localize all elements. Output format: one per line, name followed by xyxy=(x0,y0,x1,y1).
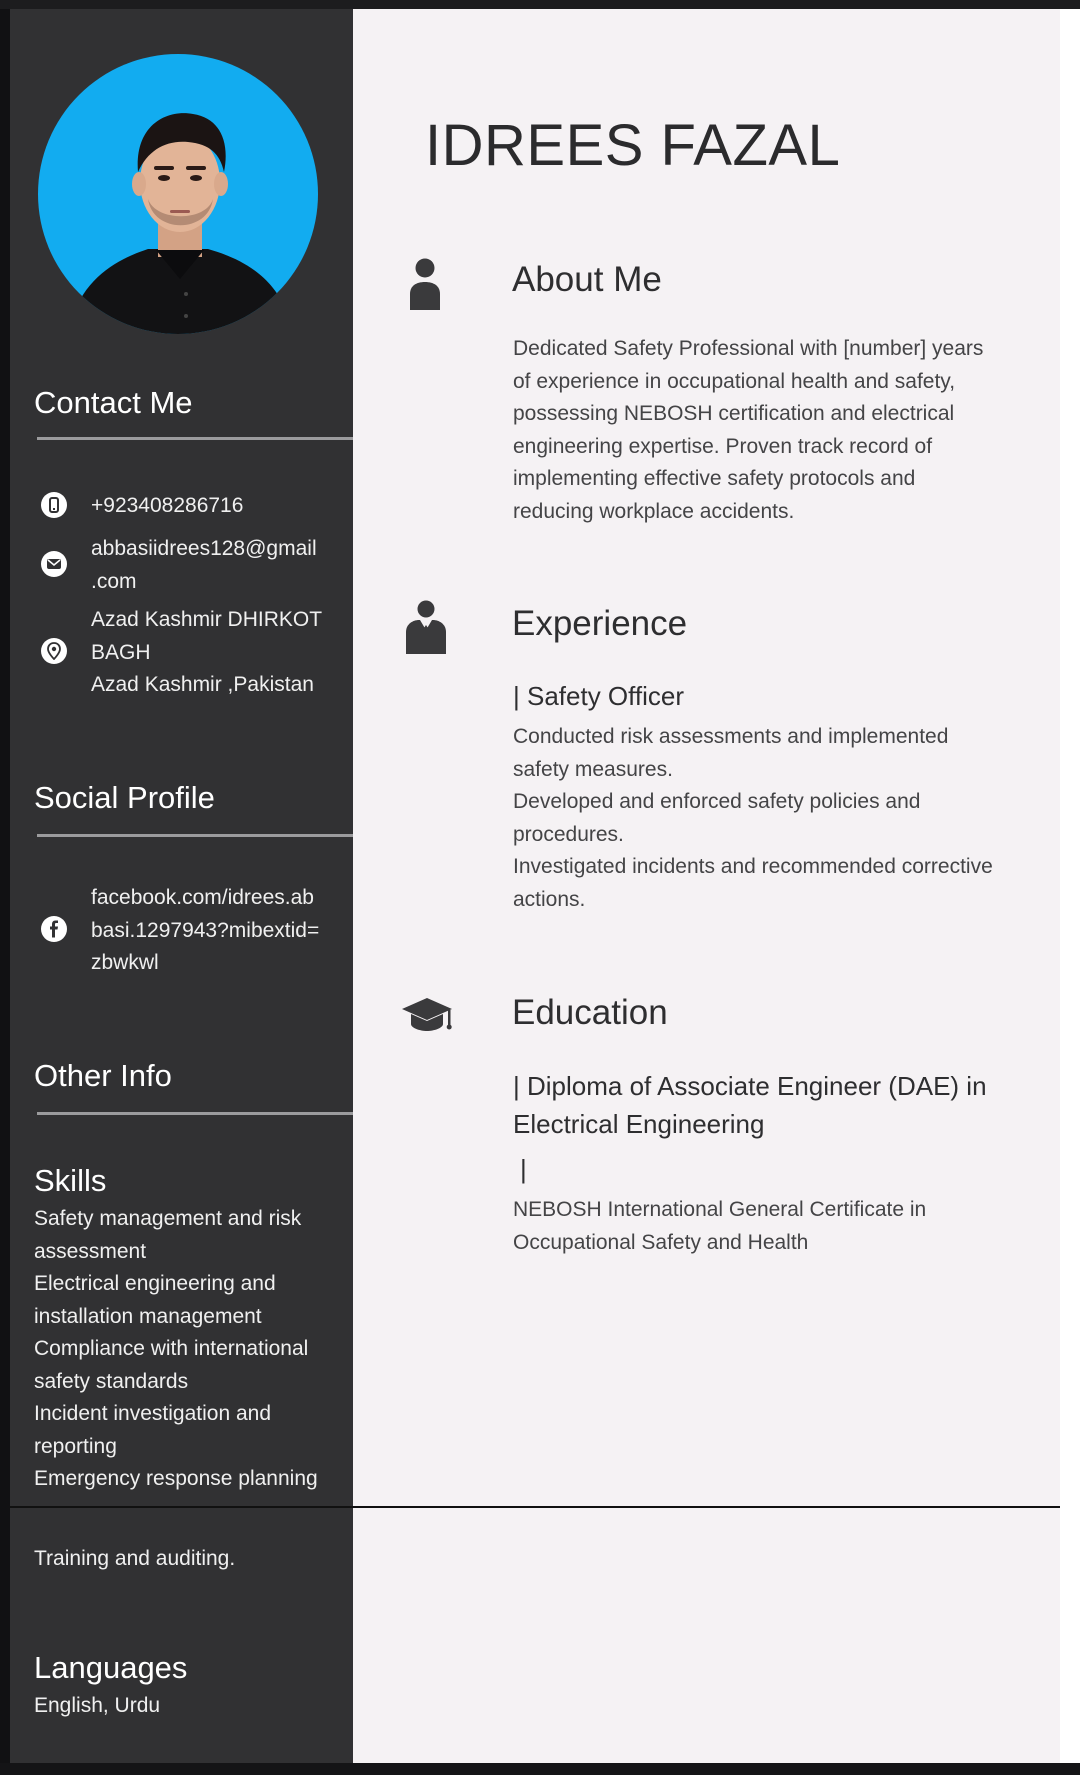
address-line-3: Azad Kashmir ,Pakistan xyxy=(91,673,314,696)
other-info-heading: Other Info xyxy=(34,1058,172,1093)
person-portrait-icon xyxy=(38,54,318,334)
degree-line-2: Electrical Engineering xyxy=(513,1109,765,1139)
address xyxy=(91,604,322,702)
degree-line-1: Diploma of Associate Engineer (DAE) in xyxy=(527,1071,987,1101)
facebook-line-3: zbwkwl xyxy=(91,951,159,974)
education-heading: Education xyxy=(512,993,668,1032)
facebook-line-1: facebook.com/idrees.ab xyxy=(91,886,314,909)
address-line-1: Azad Kashmir DHIRKOT xyxy=(91,608,323,631)
email-icon xyxy=(41,551,67,577)
title-bar-mark: | xyxy=(513,1071,520,1101)
experience-line: actions. xyxy=(513,887,586,911)
facebook-link[interactable] xyxy=(91,882,319,980)
skill-line: Safety management and risk xyxy=(34,1207,302,1230)
education-second-bar: | xyxy=(520,1154,527,1184)
contact-heading: Contact Me xyxy=(34,385,193,420)
skill-line: Electrical engineering and xyxy=(34,1272,276,1295)
experience-title xyxy=(513,677,684,715)
experience-line: Investigated incidents and recommended corrective xyxy=(513,855,993,878)
email-address xyxy=(91,533,317,598)
experience-line: procedures. xyxy=(513,822,624,846)
businessman-icon xyxy=(405,600,447,659)
skill-line: assessment xyxy=(34,1239,147,1263)
skill-extra: Training and auditing. xyxy=(34,1547,236,1570)
contact-divider xyxy=(37,437,353,440)
right-edge xyxy=(1060,9,1080,1763)
page-break-line xyxy=(10,1506,1060,1508)
social-heading: Social Profile xyxy=(34,780,215,815)
facebook-icon xyxy=(41,916,67,942)
address-line-2: BAGH xyxy=(91,640,151,664)
skill-line: Emergency response planning xyxy=(34,1467,318,1490)
skill-line: installation management xyxy=(34,1304,262,1328)
about-line: of experience in occupational health and safety, xyxy=(513,369,956,393)
skill-line: reporting xyxy=(34,1434,117,1458)
experience-line: Developed and enforced safety policies and xyxy=(513,790,921,813)
languages-value: English, Urdu xyxy=(34,1694,161,1717)
languages-heading: Languages xyxy=(34,1650,188,1685)
resume-name: IDREES FAZAL xyxy=(425,113,841,178)
education-title xyxy=(513,1067,987,1143)
about-line: implementing effective safety protocols and xyxy=(513,467,916,490)
skills-list xyxy=(34,1203,318,1496)
skill-line: safety standards xyxy=(34,1369,189,1393)
experience-details xyxy=(513,721,993,916)
skill-line: Incident investigation and xyxy=(34,1402,271,1425)
facebook-line-2: basi.1297943?mibextid= xyxy=(91,918,320,942)
person-icon xyxy=(408,258,442,315)
certificate-text xyxy=(513,1194,926,1259)
bottom-bar xyxy=(0,1763,1080,1775)
location-pin-icon xyxy=(41,638,67,664)
phone-number: +923408286716 xyxy=(91,494,244,517)
experience-heading: Experience xyxy=(512,604,688,643)
certificate-line: Occupational Safety and Health xyxy=(513,1230,809,1254)
email-line-1: abbasiidrees128@gmail xyxy=(91,537,317,560)
title-bar-mark: | xyxy=(513,681,520,711)
skill-line: Compliance with international xyxy=(34,1337,309,1360)
about-line: Dedicated Safety Professional with [number] years xyxy=(513,337,984,360)
social-divider xyxy=(37,834,353,837)
about-heading: About Me xyxy=(512,260,662,299)
about-text xyxy=(513,333,983,528)
other-info-divider xyxy=(37,1112,353,1115)
graduation-cap-icon xyxy=(400,996,454,1039)
skills-heading: Skills xyxy=(34,1163,107,1198)
profile-photo xyxy=(38,54,318,334)
job-title-text: Safety Officer xyxy=(527,681,685,711)
phone-icon xyxy=(41,492,67,518)
certificate-line: NEBOSH International General Certificate in xyxy=(513,1198,927,1221)
experience-line: Conducted risk assessments and implemented xyxy=(513,725,949,748)
email-line-2: .com xyxy=(91,569,137,593)
about-line: possessing NEBOSH certification and electrical xyxy=(513,402,955,425)
about-line: reducing workplace accidents. xyxy=(513,499,795,523)
about-line: engineering expertise. Proven track record of xyxy=(513,434,933,458)
top-bar xyxy=(0,0,1080,9)
left-edge xyxy=(0,9,10,1763)
experience-line: safety measures. xyxy=(513,757,673,781)
